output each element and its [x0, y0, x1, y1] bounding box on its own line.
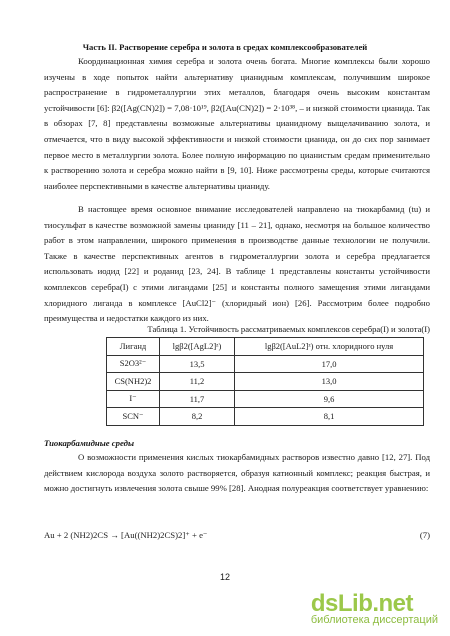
- equation-text: Au + 2 (NH2)2CS → [Au((NH2)2CS)2]⁺ + e⁻: [44, 530, 208, 540]
- equation: [44, 530, 430, 541]
- watermark-logo: dsLib.net: [310, 590, 414, 617]
- table-header-cell: Лиганд: [107, 338, 160, 356]
- table-caption: Таблица 1. Устойчивость рассматриваемых комплексов серебра(I) и золота(I): [147, 324, 430, 334]
- paragraph-1: Координационная химия серебра и золота очень богата. Многие комплексы были хорошо изучены в ходе попыток найти альтернативу цианидным комплексам, получившим широкое распространение в гидрометаллургии этих металлов, благодаря очень высоким константам устойчивости [6]: β2([Ag(CN)2]) = 7,08·10¹⁹, β2([Au(CN)2]) = 2·10³⁸, – и низкой стоимости цианида. Так в обзорах [7, 8] представлены возможные альтернативы цианидному выщелачиванию золота, и отмечается, что в виду высокой эффективности и низкой стоимости цианида, он до сих пор занимает первое место в металлургии золота. Более полную информацию по цианистым средам применительно к растворению золота и серебра можно найти в [9, 10]. Ниже рассмотрены среды, которые считаются наиболее перспективными в качестве альтернативы цианиду.: [44, 56, 430, 191]
- table-cell: 17,0: [235, 355, 424, 373]
- table-row: [107, 373, 424, 391]
- table-cell: SCN⁻: [107, 408, 160, 426]
- table-header-cell: lgβ2([AgL2]ᶻ): [160, 338, 235, 356]
- table-cell: 13,0: [235, 373, 424, 391]
- table-cell: S2O3²⁻: [107, 355, 160, 373]
- subsection-heading: Тиокарбамидные среды: [44, 438, 134, 448]
- section-heading: Часть II. Растворение серебра и золота в средах комплексообразователей: [82, 42, 368, 52]
- watermark-subtitle: библиотека диссертаций: [310, 614, 438, 626]
- table-row: [107, 408, 424, 426]
- table-cell: 11,7: [160, 390, 235, 408]
- stability-table: [106, 337, 424, 426]
- table-header-row: [107, 338, 424, 356]
- table-cell: 9,6: [235, 390, 424, 408]
- table-header-cell: lgβ2([AuL2]ᶻ) отн. хлоридного нуля: [235, 338, 424, 356]
- table-cell: 13,5: [160, 355, 235, 373]
- paragraph-2: В настоящее время основное внимание исследователей направлено на тиокарбамид (tu) и тиосульфат в качестве возможной замены цианиду [11 – 21], однако, несмотря на большое количество работ в этом направлении, широкого применения в производстве данные технологии не получили. Также в качестве перспективных агентов в гидрометаллургии золота и серебра предлагается использовать иодид [22] и роданид [23, 24]. В таблице 1 представлены константы устойчивости комплексов серебра(I) с этими лигандами [25] и константы полного замещения этими лигандами хлоридного лиганда в комплексе [AuCl2]⁻ (хлоридный ион) [26]. Рассмотрим более подробно преимущества и недостатки каждого из них.: [44, 204, 430, 324]
- table-cell: I⁻: [107, 390, 160, 408]
- table-cell: 8,2: [160, 408, 235, 426]
- table-cell: 11,2: [160, 373, 235, 391]
- paragraph-3: О возможности применения кислых тиокарбамидных растворов известно давно [12, 27]. Под действием кислорода воздуха золото растворяется, образуя катионный комплекс; реакция быстрая, и можно достигнуть извлечения золота свыше 99% [28]. Анодная полуреакция соответствует уравнению:: [44, 452, 430, 494]
- table-cell: 8,1: [235, 408, 424, 426]
- table-row: [107, 355, 424, 373]
- table-cell: CS(NH2)2: [107, 373, 160, 391]
- watermark: [311, 590, 438, 626]
- equation-number: (7): [419, 530, 430, 540]
- table-row: [107, 390, 424, 408]
- page-number: 12: [219, 572, 230, 582]
